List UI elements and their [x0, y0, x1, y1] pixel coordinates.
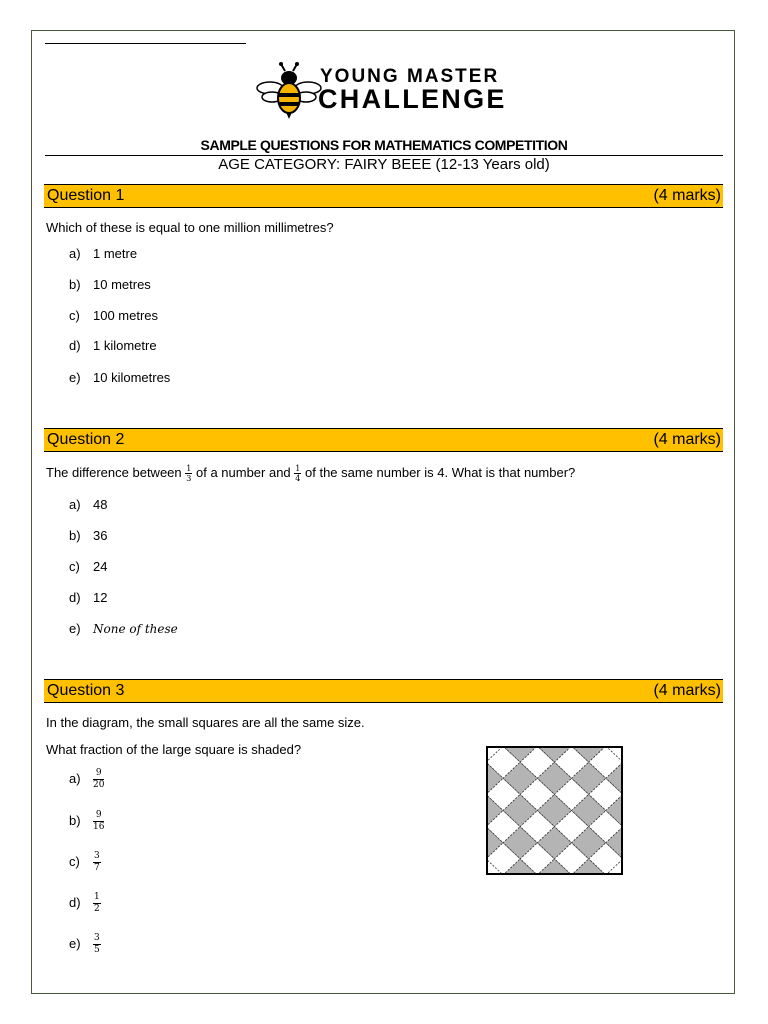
fraction-denominator: 20: [93, 780, 105, 790]
option-label: e): [69, 935, 81, 951]
fraction: [185, 464, 192, 483]
option: [69, 246, 137, 261]
option-label: c): [69, 308, 80, 323]
fraction-denominator: 3: [186, 474, 192, 483]
option: [69, 497, 107, 512]
question-2-text-part: of the same number is 4. What is that number?: [305, 464, 576, 480]
question-3-title: Question 3: [47, 682, 125, 699]
question-3-text-2: What fraction of the large square is shaded?: [46, 742, 302, 757]
option: [69, 308, 158, 323]
fraction-denominator: 2: [94, 904, 100, 914]
option: [69, 810, 104, 833]
option: [69, 892, 101, 915]
question-2-text-part: The difference between: [46, 464, 182, 480]
fraction-numerator: 3: [94, 851, 100, 861]
logo-line-1: YOUNG MASTER: [320, 66, 500, 87]
option-text: 12: [93, 590, 108, 605]
bee-icon: [256, 62, 322, 120]
fraction-numerator: 1: [94, 892, 100, 902]
option: [69, 590, 107, 605]
fraction-denominator: 5: [94, 945, 100, 955]
option-label: a): [69, 770, 81, 786]
fraction: [93, 892, 101, 915]
fraction: [93, 810, 104, 833]
fraction-denominator: 7: [94, 863, 100, 873]
age-category: AGE CATEGORY: FAIRY BEEE (12-13 Years old): [218, 156, 550, 173]
option-label: a): [69, 497, 81, 512]
fraction-numerator: 9: [93, 810, 104, 822]
question-3-marks: (4 marks): [653, 682, 721, 699]
option-label: d): [69, 590, 81, 605]
fraction: [294, 464, 301, 483]
option: [69, 621, 178, 636]
fraction-denominator: 16: [93, 822, 105, 832]
option-label: c): [69, 559, 80, 574]
option-text: 48: [93, 497, 108, 512]
question-2-text: [46, 464, 575, 483]
question-2-header: [44, 428, 723, 452]
logo-line-2: CHALLENGE: [318, 84, 507, 114]
option: [69, 528, 107, 543]
diamond-tiles: [486, 746, 623, 875]
option: [69, 559, 107, 574]
question-2-marks: (4 marks): [653, 431, 721, 448]
option-text: 36: [93, 528, 108, 543]
logo: [256, 62, 518, 120]
page-border: [31, 30, 735, 994]
option: [69, 370, 170, 385]
option: [69, 338, 157, 353]
option-text: 10 metres: [93, 277, 151, 292]
shaded-squares-diagram: [486, 746, 623, 875]
fraction: [93, 851, 101, 874]
option-text: 24: [93, 559, 108, 574]
option-label: b): [69, 528, 81, 543]
question-1-marks: (4 marks): [653, 187, 721, 204]
fraction-numerator: 1: [186, 464, 192, 473]
fraction-numerator: 3: [94, 933, 100, 943]
option-text: None of these: [93, 622, 178, 636]
option-label: a): [69, 246, 81, 261]
option-text: 1 metre: [93, 246, 138, 261]
question-2-text-part: of a number and: [195, 464, 291, 480]
question-3-header: [44, 679, 723, 703]
option-label: e): [69, 621, 81, 636]
page-subtitle: SAMPLE QUESTIONS FOR MATHEMATICS COMPETITION: [200, 137, 568, 153]
question-3-text-1: In the diagram, the small squares are all the same size.: [46, 715, 365, 730]
question-1-header: [44, 184, 723, 208]
fraction-numerator: 1: [295, 464, 301, 473]
question-1-title: Question 1: [47, 187, 125, 204]
option-text: 10 kilometres: [93, 370, 171, 385]
option: [69, 768, 104, 791]
option-text: 1 kilometre: [93, 338, 157, 353]
option: [69, 277, 151, 292]
option-label: b): [69, 277, 81, 292]
fraction: [93, 933, 101, 956]
fraction-numerator: 9: [93, 768, 104, 780]
option-label: d): [69, 894, 81, 910]
option-text: 100 metres: [93, 308, 159, 323]
header-rule: [45, 43, 246, 44]
option-label: d): [69, 338, 81, 353]
fraction-denominator: 4: [295, 474, 301, 483]
option-label: c): [69, 853, 80, 869]
option: [69, 933, 101, 956]
option-label: b): [69, 812, 81, 828]
question-2-title: Question 2: [47, 431, 125, 448]
question-1-text: Which of these is equal to one million millimetres?: [46, 220, 334, 235]
option: [69, 851, 101, 874]
option-label: e): [69, 370, 81, 385]
fraction: [93, 768, 104, 791]
